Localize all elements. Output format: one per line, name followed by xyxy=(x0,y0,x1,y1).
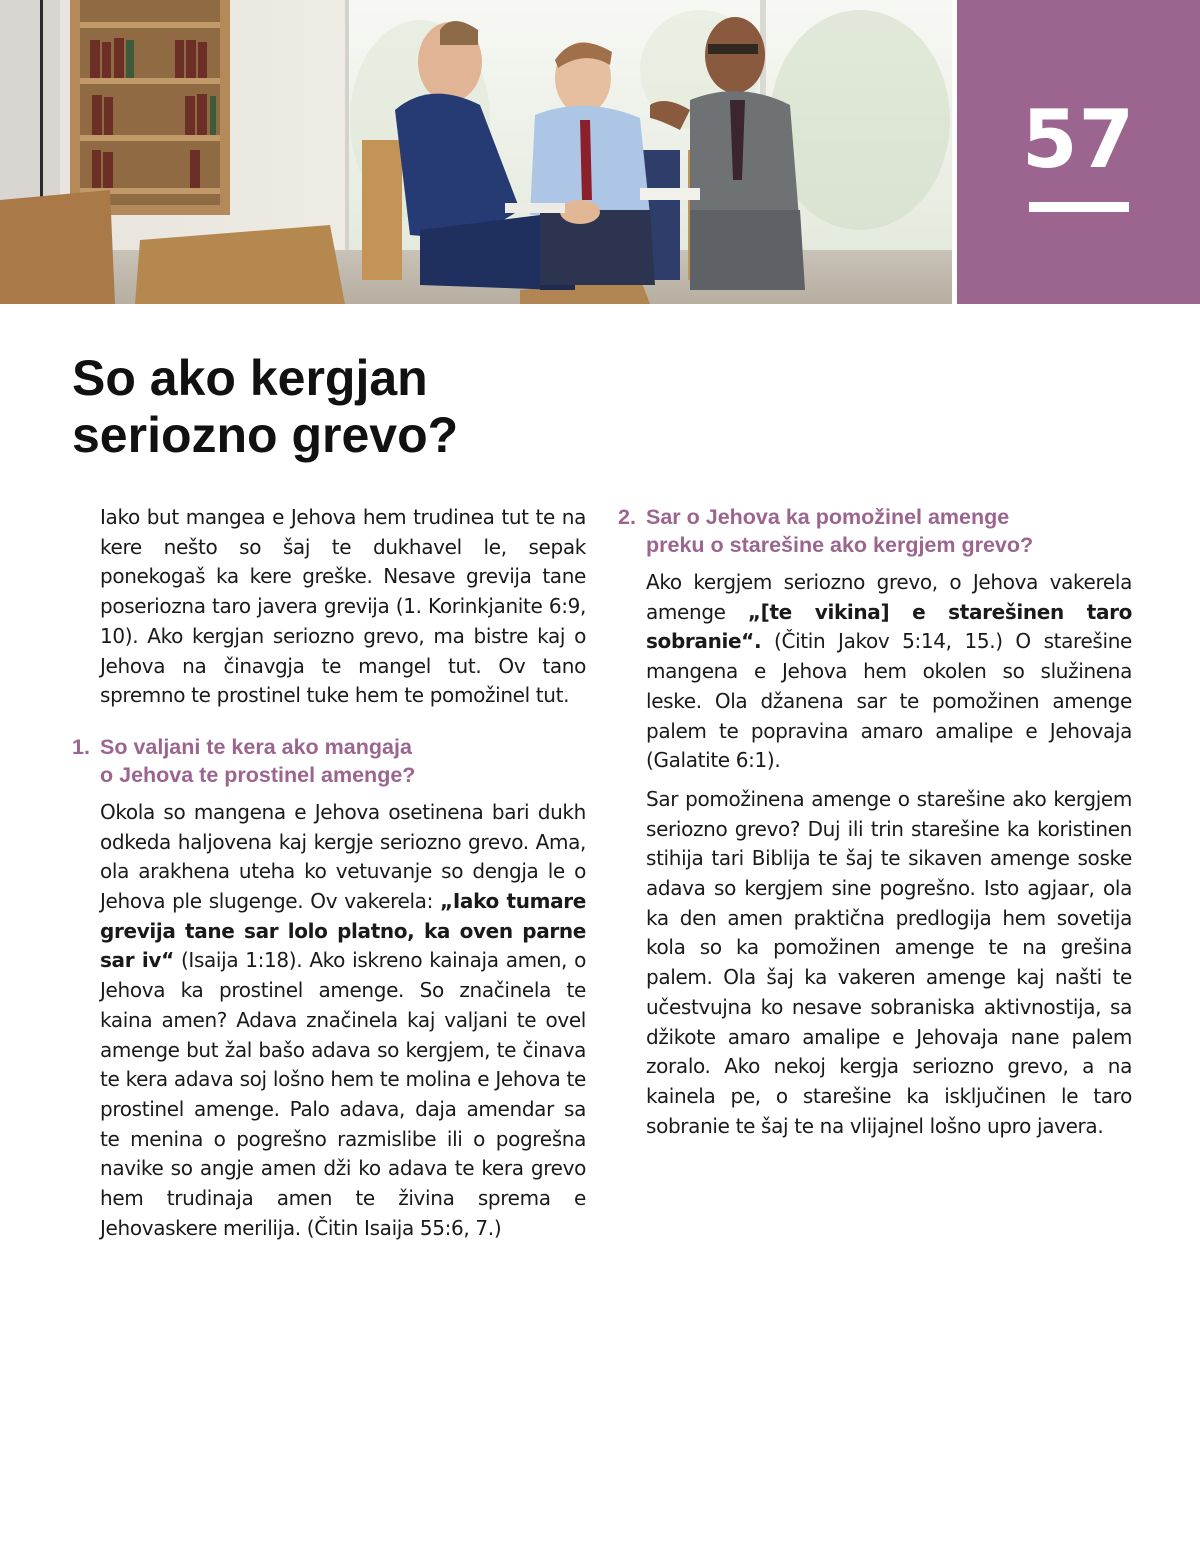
header-photo xyxy=(0,0,952,304)
question-1-number: 1. xyxy=(72,734,90,759)
lesson-number-box xyxy=(957,0,1200,304)
question-2-number: 2. xyxy=(618,505,636,529)
left-column xyxy=(72,503,586,1243)
title-line-2: seriozno grevo? xyxy=(72,407,459,463)
lesson-number: 57 xyxy=(1021,93,1136,186)
section-2-text-before: Ako kergjem seriozno grevo, o Jehova vakerela amenge xyxy=(646,570,1132,624)
question-1-line-1: So valjani te kera ako mangaja xyxy=(100,734,412,759)
question-2-line-1: Sar o Jehova ka pomožinel amenge xyxy=(646,505,1010,529)
intro-paragraph: Iako but mangea e Jehova hem trudinea tut te na kere nešto so šaj te dukhavel le, sepak ponekogaš ka kere greške. Nesave grevija tane poseriozna taro javera grevija (1. Korinkjanite 6:9, 10). Ako kergjan seriozno grevo, ma bistre kaj o Jehova na činavgja te mangel tut. Ov tano spremno te prostinel tuke hem te pomožinel tut. xyxy=(100,505,586,708)
section-1-text-after: (Isaija 1:18). Ako iskreno kainaja amen, o Jehova ka prostinel amenge. So značinela te kaina amen? Adava značinela kaj valjani te ovel amenge but žal bašo adava so kergjem, te činava te kera adava soj lošno hem te molina e Jehova te prostinel amenge. Palo adava, daja amendar sa te menina o pogrešno razmislibe ili o pogrešna navike so angje amen dži ko adava te kera grevo hem trudinaja amen te živina sprema e Jehovaskere merilija. (Čitin Isaija 55:6, 7.) xyxy=(100,948,586,1240)
elders-quote: „[te vikina] e starešinen taro sobranie“. xyxy=(646,599,1132,654)
title-line-1: So ako kergjan xyxy=(72,350,428,406)
section-1-paragraph xyxy=(100,798,586,1244)
section-2-paragraph-1 xyxy=(646,568,1132,776)
right-column xyxy=(618,503,1132,1141)
question-1-line-2: o Jehova te prostinel amenge? xyxy=(100,762,416,787)
question-2-line-2: preku o starešine ako kergjem grevo? xyxy=(646,533,1034,557)
elders-meeting-illustration xyxy=(0,0,952,304)
isaiah-quote: „Iako tumare grevija tane sar lolo platno, ka oven parne sar iv“ xyxy=(100,889,586,973)
question-2-heading xyxy=(618,503,1132,559)
lesson-number-underline xyxy=(1029,202,1129,212)
section-2-text-after: (Čitin Jakov 5:14, 15.) O starešine mangena e Jehova hem okolen so služinena leske. Ola džanena sar te pomožinen amenge palem te popravina amaro amalipe e Jehovaja (Galatite 6:1). xyxy=(646,629,1132,773)
section-1-text-before: Okola so mangena e Jehova osetinena bari dukh odkeda haljovena kaj kergje seriozno grevo. Ama, ola arakhena uteha ko vetuvanje so dengja le o Jehova ple slugenge. Ov vakerela: xyxy=(100,799,586,914)
question-1-heading xyxy=(72,733,586,789)
page-title xyxy=(72,350,672,464)
section-2-paragraph-2: Sar pomožinena amenge o starešine ako kergjem seriozno grevo? Duj ili trin starešine ka koristinen stihija tari Biblija te šaj te sikaven amenge soske adava so kergjem sine pogrešno. Isto agjaar, ola ka den amen praktična predlogija hem sovetija kola so ka pomožinen amenge te na grešina palem. Ola šaj ka vakeren amenge kaj našti te učestvujna ko nesave sobraniska aktivnostija, sa džikote amaro amalipe e Jehovaja nane palem zoralo. Ako nekoj kergja seriozno grevo, a na kainela pe, o starešine ka isključinen le taro sobranie te šaj te na vlijajnel lošno upro javera. xyxy=(646,786,1132,1138)
